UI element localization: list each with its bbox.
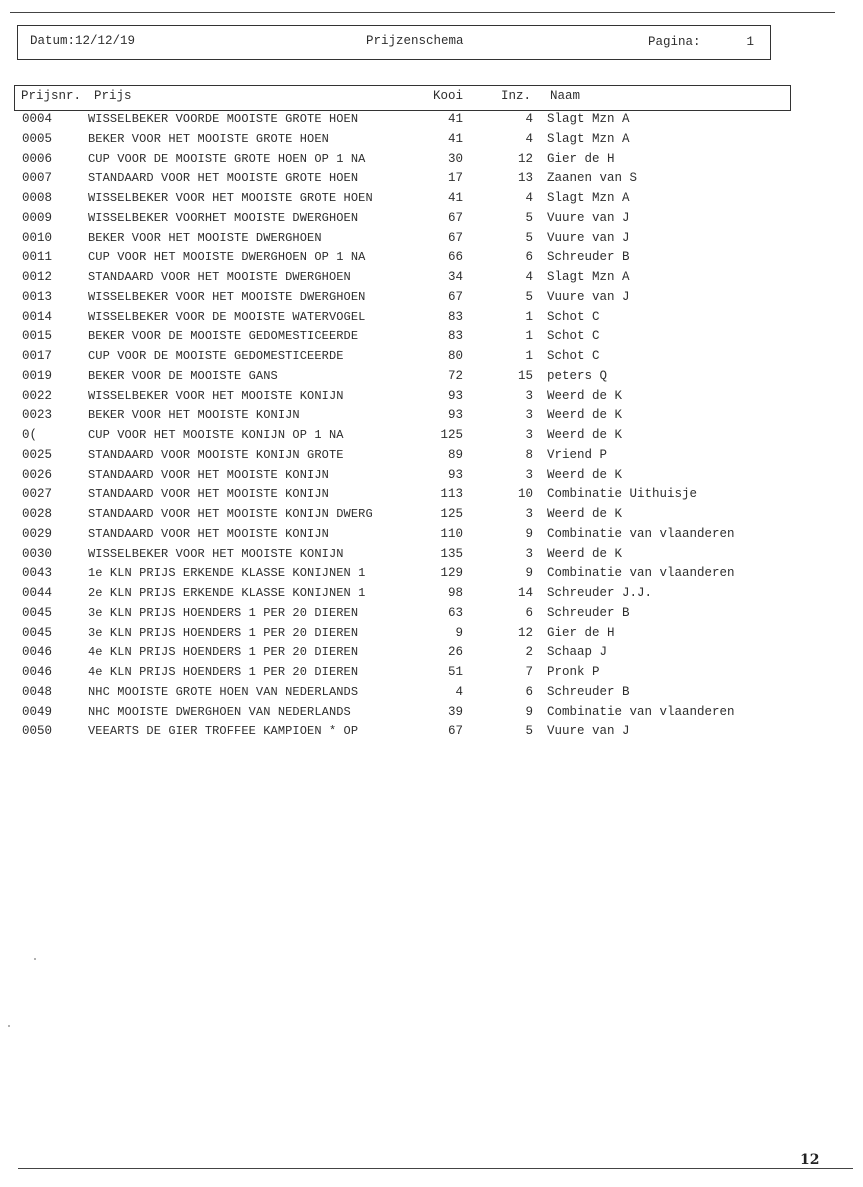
cell-kooi: 39 (447, 704, 463, 719)
cell-kooi: 67 (447, 724, 463, 739)
cell-kooi: 80 (447, 349, 463, 363)
col-kooi: Kooi (433, 89, 464, 103)
cell-prijs: BEKER VOOR HET MOOISTE GROTE HOEN (88, 131, 329, 146)
cell-prijsnr: 0011 (22, 250, 53, 265)
cell-prijsnr: 0025 (22, 447, 53, 462)
cell-prijs: NHC MOOISTE DWERGHOEN VAN NEDERLANDS (88, 704, 351, 719)
table-row (0, 525, 863, 545)
cell-prijs: STANDAARD VOOR HET MOOISTE KONIJN (88, 487, 329, 502)
cell-prijsnr: 0008 (22, 191, 53, 205)
cell-kooi: 67 (447, 289, 463, 304)
cell-prijsnr: 0045 (22, 625, 53, 640)
cell-naam: Weerd de K (547, 467, 623, 482)
cell-prijs: STANDAARD VOOR MOOISTE KONIJN GROTE (88, 447, 344, 462)
report-header (17, 25, 771, 60)
cell-prijsnr: 0023 (22, 408, 53, 423)
table-row (0, 347, 863, 367)
cell-inz: 3 (525, 546, 533, 561)
cell-prijs: CUP VOOR HET MOOISTE DWERGHOEN OP 1 NA (88, 250, 366, 265)
table-row (0, 288, 863, 308)
table-row (0, 110, 863, 130)
cell-inz: 12 (517, 151, 533, 166)
cell-inz: 12 (517, 625, 533, 640)
cell-inz: 15 (517, 368, 533, 383)
cell-kooi: 67 (447, 230, 463, 245)
cell-inz: 10 (517, 487, 533, 502)
cell-naam: Vuure van J (547, 230, 630, 245)
cell-naam: Slagt Mzn A (547, 191, 630, 205)
cell-kooi: 4 (455, 684, 463, 699)
cell-prijsnr: 0022 (22, 388, 53, 403)
cell-prijs: 3e KLN PRIJS HOENDERS 1 PER 20 DIEREN (88, 605, 359, 620)
cell-kooi: 83 (447, 309, 463, 324)
cell-kooi: 63 (447, 605, 463, 620)
cell-naam: Vuure van J (547, 289, 630, 304)
cell-kooi: 125 (440, 507, 463, 521)
cell-kooi: 34 (447, 270, 463, 284)
table-row (0, 209, 863, 229)
cell-prijsnr: 0( (22, 428, 38, 442)
cell-inz: 9 (525, 704, 533, 719)
cell-naam: Weerd de K (547, 388, 623, 403)
cell-prijs: 2e KLN PRIJS ERKENDE KLASSE KONIJNEN 1 (88, 586, 366, 600)
cell-kooi: 98 (447, 586, 463, 600)
page-mark: 12 (800, 1152, 820, 1168)
cell-prijsnr: 0004 (22, 112, 53, 126)
cell-prijsnr: 0044 (22, 586, 53, 600)
table-row (0, 308, 863, 328)
cell-inz: 4 (525, 191, 533, 205)
table-row (0, 584, 863, 604)
cell-naam: Zaanen van S (547, 171, 638, 186)
pagina-label: Pagina: (648, 35, 701, 49)
cell-prijsnr: 0046 (22, 665, 53, 679)
cell-inz: 13 (517, 171, 533, 186)
cell-inz: 6 (525, 684, 533, 699)
cell-prijs: BEKER VOOR HET MOOISTE KONIJN (88, 408, 300, 423)
cell-prijsnr: 0006 (22, 151, 53, 166)
cell-inz: 3 (525, 507, 533, 521)
cell-inz: 4 (525, 270, 533, 284)
cell-kooi: 30 (447, 151, 463, 166)
cell-kooi: 51 (447, 665, 463, 679)
cell-prijs: 1e KLN PRIJS ERKENDE KLASSE KONIJNEN 1 (88, 566, 366, 581)
table-row (0, 683, 863, 703)
cell-naam: Weerd de K (547, 408, 623, 423)
datum (30, 34, 135, 48)
cell-naam: Schreuder B (547, 605, 630, 620)
cell-prijsnr: 0007 (22, 171, 53, 186)
cell-naam: Slagt Mzn A (547, 270, 630, 284)
cell-prijsnr: 0026 (22, 467, 53, 482)
table-row (0, 406, 863, 426)
cell-prijs: WISSELBEKER VOOR HET MOOISTE DWERGHOEN (88, 289, 366, 304)
cell-kooi: 89 (447, 447, 463, 462)
table-row (0, 248, 863, 268)
table-row (0, 130, 863, 150)
cell-naam: Combinatie van vlaanderen (547, 526, 735, 541)
table-row (0, 545, 863, 565)
table-row (0, 327, 863, 347)
table-row (0, 169, 863, 189)
cell-inz: 5 (525, 289, 533, 304)
bottom-rule (18, 1168, 853, 1169)
cell-naam: Schot C (547, 309, 600, 324)
cell-prijsnr: 0045 (22, 605, 53, 620)
datum-label: Datum: (30, 34, 76, 48)
cell-inz: 9 (525, 526, 533, 541)
cell-naam: Schreuder J.J. (547, 586, 653, 600)
table-row (0, 268, 863, 288)
top-rule (10, 12, 835, 13)
cell-naam: Slagt Mzn A (547, 131, 630, 146)
table-row (0, 189, 863, 209)
scan-speck (8, 1025, 10, 1027)
table-row (0, 387, 863, 407)
prize-table (0, 110, 863, 742)
cell-kooi: 41 (447, 191, 463, 205)
cell-prijsnr: 0048 (22, 684, 53, 699)
cell-prijsnr: 0010 (22, 230, 53, 245)
cell-prijs: WISSELBEKER VOOR DE MOOISTE WATERVOGEL (88, 309, 366, 324)
table-row (0, 485, 863, 505)
cell-kooi: 72 (447, 368, 463, 383)
table-row (0, 643, 863, 663)
cell-inz: 5 (525, 210, 533, 225)
cell-prijs: 4e KLN PRIJS HOENDERS 1 PER 20 DIEREN (88, 665, 359, 679)
cell-inz: 7 (525, 665, 533, 679)
cell-inz: 5 (525, 724, 533, 739)
cell-prijs: WISSELBEKER VOOR HET MOOISTE KONIJN (88, 546, 344, 561)
cell-kooi: 93 (447, 408, 463, 423)
cell-inz: 1 (525, 349, 533, 363)
cell-prijsnr: 0030 (22, 546, 53, 561)
cell-prijs: STANDAARD VOOR HET MOOISTE KONIJN (88, 467, 329, 482)
cell-inz: 6 (525, 605, 533, 620)
cell-kooi: 41 (447, 112, 463, 126)
table-row (0, 505, 863, 525)
cell-inz: 4 (525, 112, 533, 126)
table-row (0, 564, 863, 584)
cell-prijsnr: 0005 (22, 131, 53, 146)
cell-kooi: 125 (440, 428, 463, 442)
cell-naam: Slagt Mzn A (547, 112, 630, 126)
cell-prijs: STANDAARD VOOR HET MOOISTE KONIJN DWERG (88, 507, 373, 521)
cell-naam: Gier de H (547, 151, 615, 166)
cell-inz: 4 (525, 131, 533, 146)
cell-naam: Combinatie van vlaanderen (547, 566, 735, 581)
cell-prijsnr: 0014 (22, 309, 53, 324)
table-row (0, 663, 863, 683)
table-row (0, 446, 863, 466)
cell-kooi: 83 (447, 329, 463, 344)
cell-prijsnr: 0043 (22, 566, 53, 581)
cell-inz: 14 (517, 586, 533, 600)
table-row (0, 624, 863, 644)
cell-prijsnr: 0046 (22, 645, 53, 660)
cell-naam: Gier de H (547, 625, 615, 640)
cell-prijs: WISSELBEKER VOOR HET MOOISTE KONIJN (88, 388, 344, 403)
table-row (0, 367, 863, 387)
col-prijs: Prijs (94, 89, 132, 103)
cell-inz: 2 (525, 645, 533, 660)
cell-inz: 1 (525, 329, 533, 344)
cell-prijs: BEKER VOOR DE MOOISTE GEDOMESTICEERDE (88, 329, 359, 344)
scan-speck (34, 958, 36, 960)
cell-prijs: STANDAARD VOOR HET MOOISTE DWERGHOEN (88, 270, 351, 284)
col-naam: Naam (550, 89, 581, 103)
cell-naam: Schaap J (547, 645, 608, 660)
cell-prijsnr: 0019 (22, 368, 53, 383)
cell-prijs: CUP VOOR HET MOOISTE KONIJN OP 1 NA (88, 428, 344, 442)
report-title: Prijzenschema (366, 34, 464, 48)
cell-prijs: CUP VOOR DE MOOISTE GEDOMESTICEERDE (88, 349, 344, 363)
cell-prijsnr: 0050 (22, 724, 53, 739)
cell-kooi: 26 (447, 645, 463, 660)
table-row (0, 229, 863, 249)
cell-prijsnr: 0028 (22, 507, 53, 521)
cell-naam: Weerd de K (547, 428, 623, 442)
pagina (648, 35, 754, 49)
cell-inz: 5 (525, 230, 533, 245)
cell-inz: 3 (525, 408, 533, 423)
cell-inz: 1 (525, 309, 533, 324)
cell-prijs: VEEARTS DE GIER TROFFEE KAMPIOEN * OP (88, 724, 359, 739)
table-row (0, 466, 863, 486)
cell-naam: Vuure van J (547, 210, 630, 225)
cell-kooi: 66 (447, 250, 463, 265)
cell-naam: Weerd de K (547, 507, 623, 521)
table-row (0, 426, 863, 446)
cell-naam: Combinatie Uithuisje (547, 487, 698, 502)
cell-naam: Vriend P (547, 447, 608, 462)
cell-kooi: 110 (440, 526, 463, 541)
cell-inz: 6 (525, 250, 533, 265)
cell-prijs: CUP VOOR DE MOOISTE GROTE HOEN OP 1 NA (88, 151, 366, 166)
cell-prijs: WISSELBEKER VOOR HET MOOISTE GROTE HOEN (88, 191, 373, 205)
table-row (0, 604, 863, 624)
cell-kooi: 17 (447, 171, 463, 186)
cell-prijsnr: 0017 (22, 349, 53, 363)
cell-inz: 3 (525, 388, 533, 403)
cell-kooi: 93 (447, 467, 463, 482)
cell-naam: Schreuder B (547, 250, 630, 265)
cell-prijsnr: 0027 (22, 487, 53, 502)
cell-naam: Schot C (547, 349, 600, 363)
cell-prijsnr: 0012 (22, 270, 53, 284)
col-prijsnr: Prijsnr. (21, 89, 82, 103)
cell-kooi: 129 (440, 566, 463, 581)
cell-naam: Vuure van J (547, 724, 630, 739)
cell-inz: 3 (525, 467, 533, 482)
cell-kooi: 113 (440, 487, 463, 502)
cell-inz: 9 (525, 566, 533, 581)
cell-prijs: 3e KLN PRIJS HOENDERS 1 PER 20 DIEREN (88, 625, 359, 640)
cell-naam: Schreuder B (547, 684, 630, 699)
cell-prijsnr: 0029 (22, 526, 53, 541)
pagina-value: 1 (746, 35, 755, 49)
cell-prijs: BEKER VOOR HET MOOISTE DWERGHOEN (88, 230, 322, 245)
cell-naam: Combinatie van vlaanderen (547, 704, 735, 719)
cell-naam: peters Q (547, 368, 608, 383)
cell-prijsnr: 0009 (22, 210, 53, 225)
table-row (0, 150, 863, 170)
cell-prijs: WISSELBEKER VOORHET MOOISTE DWERGHOEN (88, 210, 359, 225)
cell-prijsnr: 0049 (22, 704, 53, 719)
cell-naam: Weerd de K (547, 546, 623, 561)
cell-prijs: WISSELBEKER VOORDE MOOISTE GROTE HOEN (88, 112, 359, 126)
table-row (0, 722, 863, 742)
column-header (14, 85, 791, 111)
cell-inz: 8 (525, 447, 533, 462)
cell-naam: Schot C (547, 329, 600, 344)
datum-value: 12/12/19 (75, 34, 136, 48)
cell-kooi: 135 (440, 546, 463, 561)
cell-naam: Pronk P (547, 665, 600, 679)
cell-prijs: NHC MOOISTE GROTE HOEN VAN NEDERLANDS (88, 684, 359, 699)
cell-inz: 3 (525, 428, 533, 442)
cell-prijs: STANDAARD VOOR HET MOOISTE KONIJN (88, 526, 329, 541)
cell-kooi: 9 (455, 625, 463, 640)
cell-kooi: 67 (447, 210, 463, 225)
cell-prijs: 4e KLN PRIJS HOENDERS 1 PER 20 DIEREN (88, 645, 359, 660)
cell-kooi: 93 (447, 388, 463, 403)
cell-prijs: BEKER VOOR DE MOOISTE GANS (88, 368, 278, 383)
cell-prijs: STANDAARD VOOR HET MOOISTE GROTE HOEN (88, 171, 359, 186)
cell-prijsnr: 0015 (22, 329, 53, 344)
cell-kooi: 41 (447, 131, 463, 146)
col-inz: Inz. (501, 89, 532, 103)
table-row (0, 703, 863, 723)
cell-prijsnr: 0013 (22, 289, 53, 304)
